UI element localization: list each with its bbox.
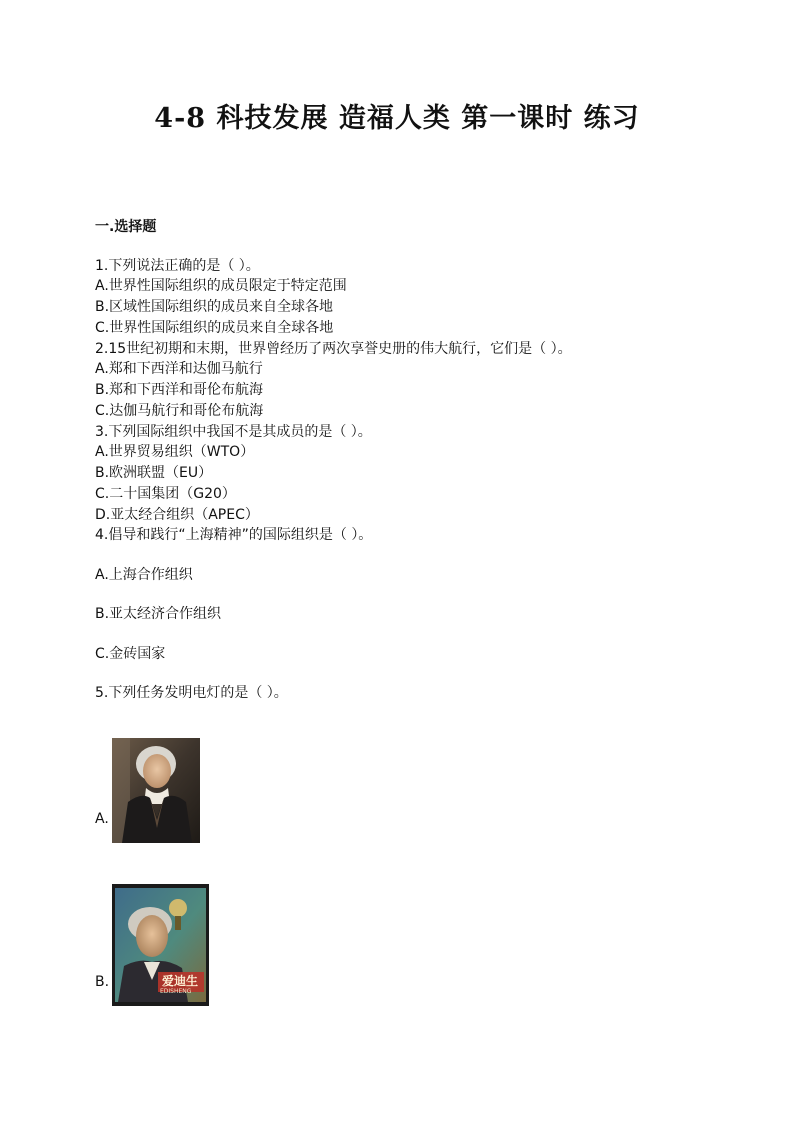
question-5-option-b-label: B. — [95, 974, 110, 990]
question-1-stem: 1.下列说法正确的是（ ）。 — [95, 258, 260, 274]
question-4-option-b: B.亚太经济合作组织 — [95, 606, 222, 622]
portrait-photo-a — [112, 738, 200, 843]
question-5-stem: 5.下列任务发明电灯的是（ ）。 — [95, 685, 288, 701]
question-3-option-b: B.欧洲联盟（EU） — [95, 465, 213, 481]
book-title: 爱迪生 — [162, 974, 199, 988]
question-4-option-c: C.金砖国家 — [95, 646, 166, 662]
question-5-option-a-label: A. — [95, 811, 109, 827]
question-4-stem: 4.倡导和践行“上海精神”的国际组织是（ ）。 — [95, 527, 373, 543]
book-cover-photo-b — [112, 884, 209, 1006]
section-heading: 一.选择题 — [95, 219, 157, 235]
question-3-option-c: C.二十国集团（G20） — [95, 486, 236, 502]
question-4-option-a: A.上海合作组织 — [95, 567, 193, 583]
question-1-option-b: B.区域性国际组织的成员来自全球各地 — [95, 299, 334, 315]
question-2-option-a: A.郑和下西洋和达伽马航行 — [95, 361, 263, 377]
question-2-option-b: B.郑和下西洋和哥伦布航海 — [95, 382, 264, 398]
page-title: 4-8 科技发展 造福人类 第一课时 练习 — [154, 103, 640, 134]
question-3-stem: 3.下列国际组织中我国不是其成员的是（ ）。 — [95, 424, 372, 440]
question-2-stem: 2.15世纪初期和末期，世界曾经历了两次享誉史册的伟大航行，它们是（ ）。 — [95, 341, 572, 357]
question-3-option-a: A.世界贸易组织（WTO） — [95, 444, 255, 460]
book-subtitle: EDISHENG — [160, 988, 192, 995]
question-1-option-a: A.世界性国际组织的成员限定于特定范围 — [95, 278, 347, 294]
question-2-option-c: C.达伽马航行和哥伦布航海 — [95, 403, 264, 419]
question-3-option-d: D.亚太经合组织（APEC） — [95, 507, 259, 523]
question-1-option-c: C.世界性国际组织的成员来自全球各地 — [95, 320, 334, 336]
